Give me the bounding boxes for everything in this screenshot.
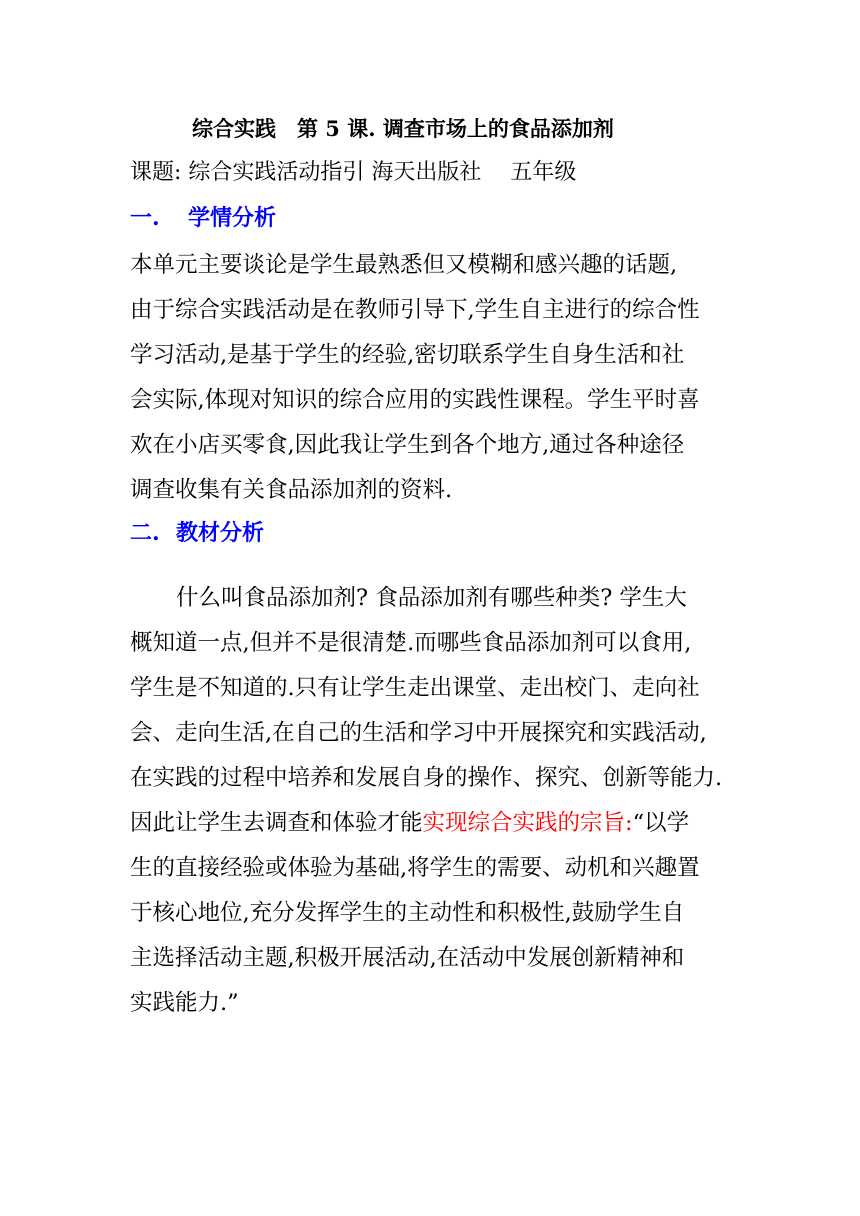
paragraph-line: 调查收集有关食品添加剂的资料. bbox=[130, 477, 453, 503]
emphasis-text: 实现综合实践的宗旨: bbox=[422, 810, 633, 836]
paragraph-line: 主选择活动主题,积极开展活动,在活动中发展创新精神和 bbox=[130, 945, 685, 971]
paragraph-line: 学习活动,是基于学生的经验,密切联系学生自身生活和社 bbox=[130, 342, 685, 368]
quote-text: “以学 bbox=[632, 810, 690, 836]
paragraph-line: 生的直接经验或体验为基础,将学生的需要、动机和兴趣置 bbox=[130, 855, 700, 881]
section-number: 二. bbox=[130, 520, 160, 546]
paragraph-line: 本单元主要谈论是学生最熟悉但又模糊和感兴趣的话题, bbox=[130, 252, 678, 278]
section-title: 学情分析 bbox=[188, 205, 277, 231]
paragraph-line bbox=[130, 807, 689, 839]
line-text: 因此让学生去调查和体验才能 bbox=[130, 810, 423, 836]
paragraph-line: 概知道一点,但并不是很清楚.而哪些食品添加剂可以食用, bbox=[130, 630, 692, 656]
paragraph-line: 于核心地位,充分发挥学生的主动性和积极性,鼓励学生自 bbox=[130, 900, 685, 926]
paragraph-line: 由于综合实践活动是在教师引导下,学生自主进行的综合性 bbox=[130, 297, 700, 323]
paragraph-line: 会实际,体现对知识的综合应用的实践性课程。学生平时喜 bbox=[130, 387, 700, 413]
section-number: 一. bbox=[130, 205, 160, 231]
lesson-subject: 课题: 综合实践活动指引 海天出版社 五年级 bbox=[130, 160, 577, 185]
section-title: 教材分析 bbox=[176, 520, 265, 546]
paragraph-line: 会、走向生活,在自己的生活和学习中开展探究和实践活动, bbox=[130, 720, 707, 746]
paragraph-line: 实践能力.” bbox=[130, 990, 239, 1016]
paragraph-line: 欢在小店买零食,因此我让学生到各个地方,通过各种途径 bbox=[130, 432, 685, 458]
paragraph-line: 学生是不知道的.只有让学生走出课堂、走出校门、走向社 bbox=[130, 675, 700, 701]
paragraph-line: 在实践的过程中培养和发展自身的操作、探究、创新等能力. bbox=[130, 765, 723, 791]
section-heading-2 bbox=[130, 517, 264, 549]
section-heading-1 bbox=[130, 202, 276, 234]
document-title: 综合实践 第 5 课. 调查市场上的食品添加剂 bbox=[192, 116, 614, 141]
paragraph-line: 什么叫食品添加剂? 食品添加剂有哪些种类? 学生大 bbox=[176, 585, 687, 611]
